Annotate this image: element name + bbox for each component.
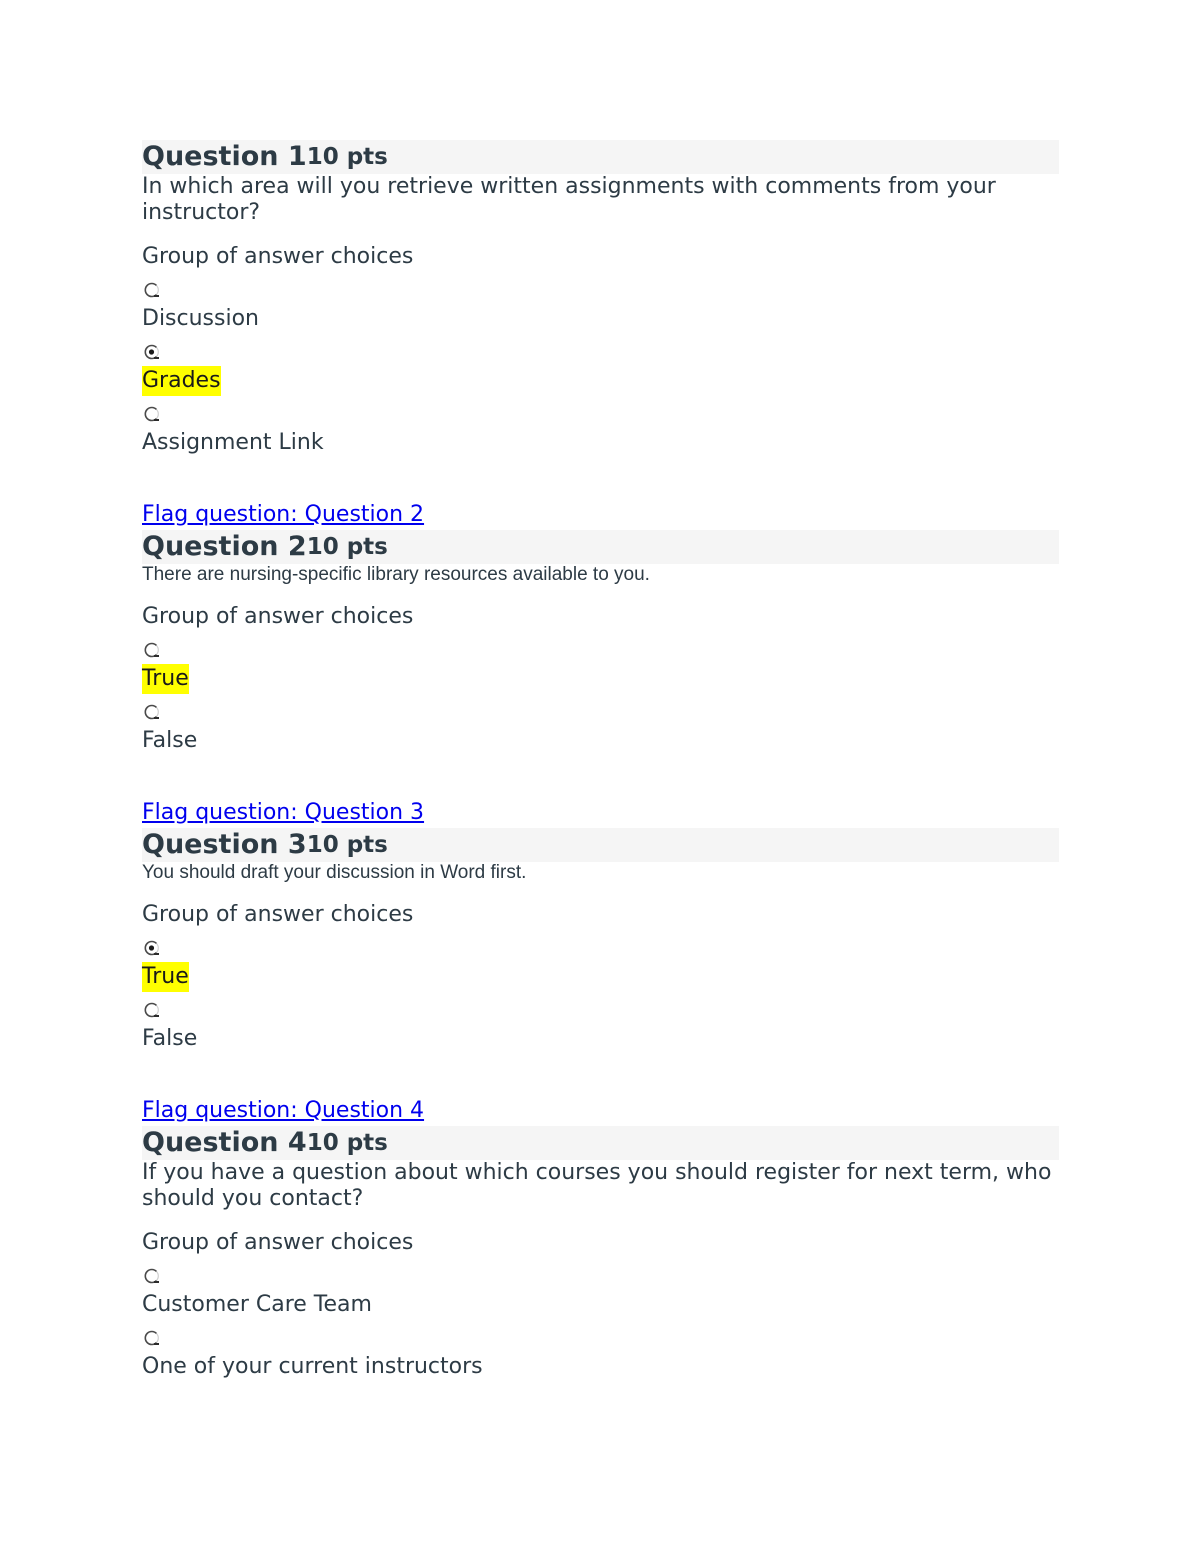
question-header	[142, 140, 1059, 174]
answer-choice[interactable]	[142, 344, 1059, 396]
radio-unselected-icon	[144, 1330, 160, 1346]
choice-label: One of your current instructors	[142, 1354, 483, 1379]
flag-question-link[interactable]: Flag question: Question 3	[142, 800, 425, 825]
question-2	[142, 500, 1059, 756]
choice-label: Grades	[142, 366, 221, 396]
answer-choice[interactable]	[142, 1002, 1059, 1054]
radio-button[interactable]	[144, 642, 160, 658]
question-title: Question 3	[142, 829, 307, 860]
radio-unselected-icon	[144, 642, 160, 658]
question-1	[142, 140, 1059, 458]
radio-button[interactable]	[144, 282, 160, 298]
flag-question-link[interactable]: Flag question: Question 4	[142, 1098, 425, 1123]
question-header	[142, 828, 1059, 862]
question-points: 10 pts	[306, 534, 388, 560]
answer-choices	[142, 282, 1059, 458]
choice-label: False	[142, 1026, 198, 1051]
answer-group-label: Group of answer choices	[142, 902, 414, 927]
choice-label: False	[142, 728, 198, 753]
choice-label: Discussion	[142, 306, 259, 331]
radio-button[interactable]	[144, 1268, 160, 1284]
question-title: Question 4	[142, 1127, 307, 1158]
answer-choice[interactable]	[142, 282, 1059, 334]
radio-button[interactable]	[144, 704, 160, 720]
radio-selected-icon	[144, 344, 160, 360]
choice-label: True	[142, 962, 189, 992]
question-4	[142, 1096, 1059, 1382]
question-header	[142, 1126, 1059, 1160]
radio-unselected-icon	[144, 704, 160, 720]
question-header	[142, 530, 1059, 564]
radio-button[interactable]	[144, 1330, 160, 1346]
answer-group-label: Group of answer choices	[142, 1230, 414, 1255]
radio-selected-icon	[144, 940, 160, 956]
radio-dot	[149, 349, 154, 354]
question-points: 10 pts	[306, 144, 388, 170]
answer-choice[interactable]	[142, 704, 1059, 756]
answer-choices	[142, 1268, 1059, 1382]
radio-unselected-icon	[144, 282, 160, 298]
question-title: Question 2	[142, 531, 307, 562]
question-points: 10 pts	[306, 832, 388, 858]
question-text: In which area will you retrieve written assignments with comments from your instructor?	[142, 174, 996, 225]
question-text: If you have a question about which courses you should register for next term, who should you contact?	[142, 1160, 1052, 1211]
answer-choice[interactable]	[142, 940, 1059, 992]
radio-unselected-icon	[144, 406, 160, 422]
radio-unselected-icon	[144, 1002, 160, 1018]
question-3	[142, 798, 1059, 1054]
radio-button[interactable]	[144, 344, 160, 360]
radio-button[interactable]	[144, 1002, 160, 1018]
flag-question-link[interactable]: Flag question: Question 2	[142, 502, 425, 527]
answer-group-label: Group of answer choices	[142, 244, 414, 269]
choice-label: True	[142, 664, 189, 694]
radio-button[interactable]	[144, 940, 160, 956]
answer-choice[interactable]	[142, 1330, 1059, 1382]
answer-group-label: Group of answer choices	[142, 604, 414, 629]
answer-choice[interactable]	[142, 1268, 1059, 1320]
question-text: You should draft your discussion in Word first.	[142, 862, 527, 883]
radio-unselected-icon	[144, 1268, 160, 1284]
question-title: Question 1	[142, 141, 307, 172]
choice-label: Customer Care Team	[142, 1292, 372, 1317]
quiz-page	[142, 140, 1059, 1382]
answer-choices	[142, 940, 1059, 1054]
answer-choice[interactable]	[142, 406, 1059, 458]
answer-choices	[142, 642, 1059, 756]
choice-label: Assignment Link	[142, 430, 324, 455]
question-text: There are nursing-specific library resources available to you.	[142, 564, 650, 585]
radio-dot	[149, 945, 154, 950]
answer-choice[interactable]	[142, 642, 1059, 694]
question-points: 10 pts	[306, 1130, 388, 1156]
radio-button[interactable]	[144, 406, 160, 422]
